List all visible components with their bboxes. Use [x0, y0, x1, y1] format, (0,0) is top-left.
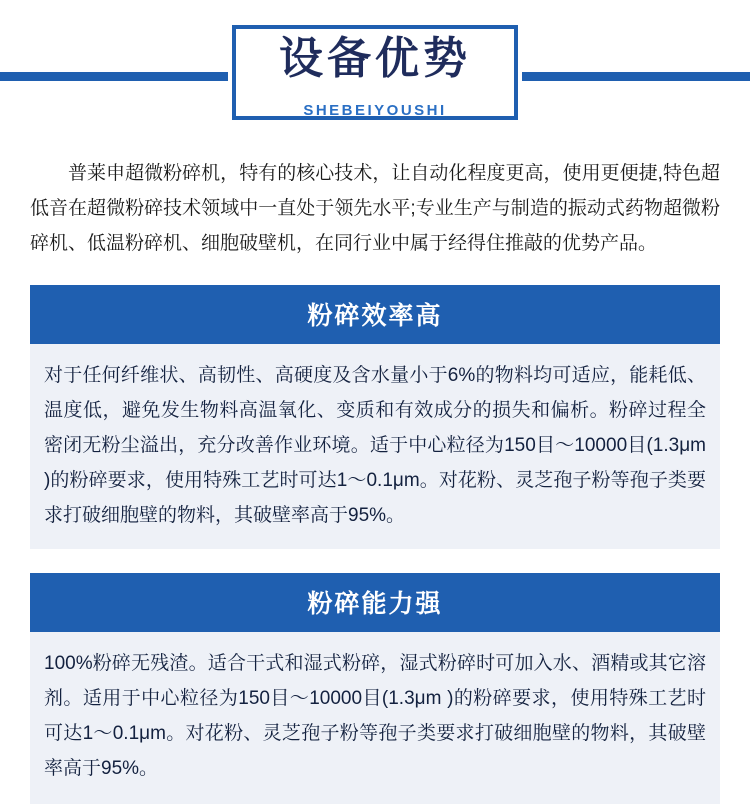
section-heading: 粉碎能力强 [30, 573, 720, 632]
section-efficiency [30, 285, 720, 549]
section-capacity [30, 573, 720, 804]
intro-paragraph: 普莱申超微粉碎机，特有的核心技术，让自动化程度更高，使用更便捷,特色超低音在超微粉碎技术领域中一直处于领先水平;专业生产与制造的振动式药物超微粉碎机、低温粉碎机、细胞破壁机，在同行业中属于经得住推敲的优势产品。 [30, 163, 720, 254]
header-rule-left [0, 72, 228, 81]
page-subtitle: SHEBEIYOUSHI [303, 102, 447, 119]
page-title: 设备优势 [279, 34, 471, 83]
header-rule-right [522, 72, 750, 81]
section-heading: 粉碎效率高 [30, 285, 720, 344]
section-body: 对于任何纤维状、高韧性、高硬度及含水量小于6%的物料均可适应，能耗低、温度低，避免发生物料高温氧化、变质和有效成分的损失和偏析。粉碎过程全密闭无粉尘溢出，充分改善作业环境。适于中心粒径为150目～10000目(1.3μm )的粉碎要求，使用特殊工艺时可达1～0.1μm。对花粉、灵芝孢子粉等孢子类要求打破细胞壁的物料，其破壁率高于95%。 [30, 344, 720, 549]
header-banner [0, 0, 750, 150]
section-body: 100%粉碎无残渣。适合干式和湿式粉碎，湿式粉碎时可加入水、酒精或其它溶剂。适用于中心粒径为150目～10000目(1.3μm )的粉碎要求，使用特殊工艺时可达1～0.1μm。对花粉、灵芝孢子粉等孢子类要求打破细胞壁的物料，其破壁率高于95%。 [30, 632, 720, 804]
